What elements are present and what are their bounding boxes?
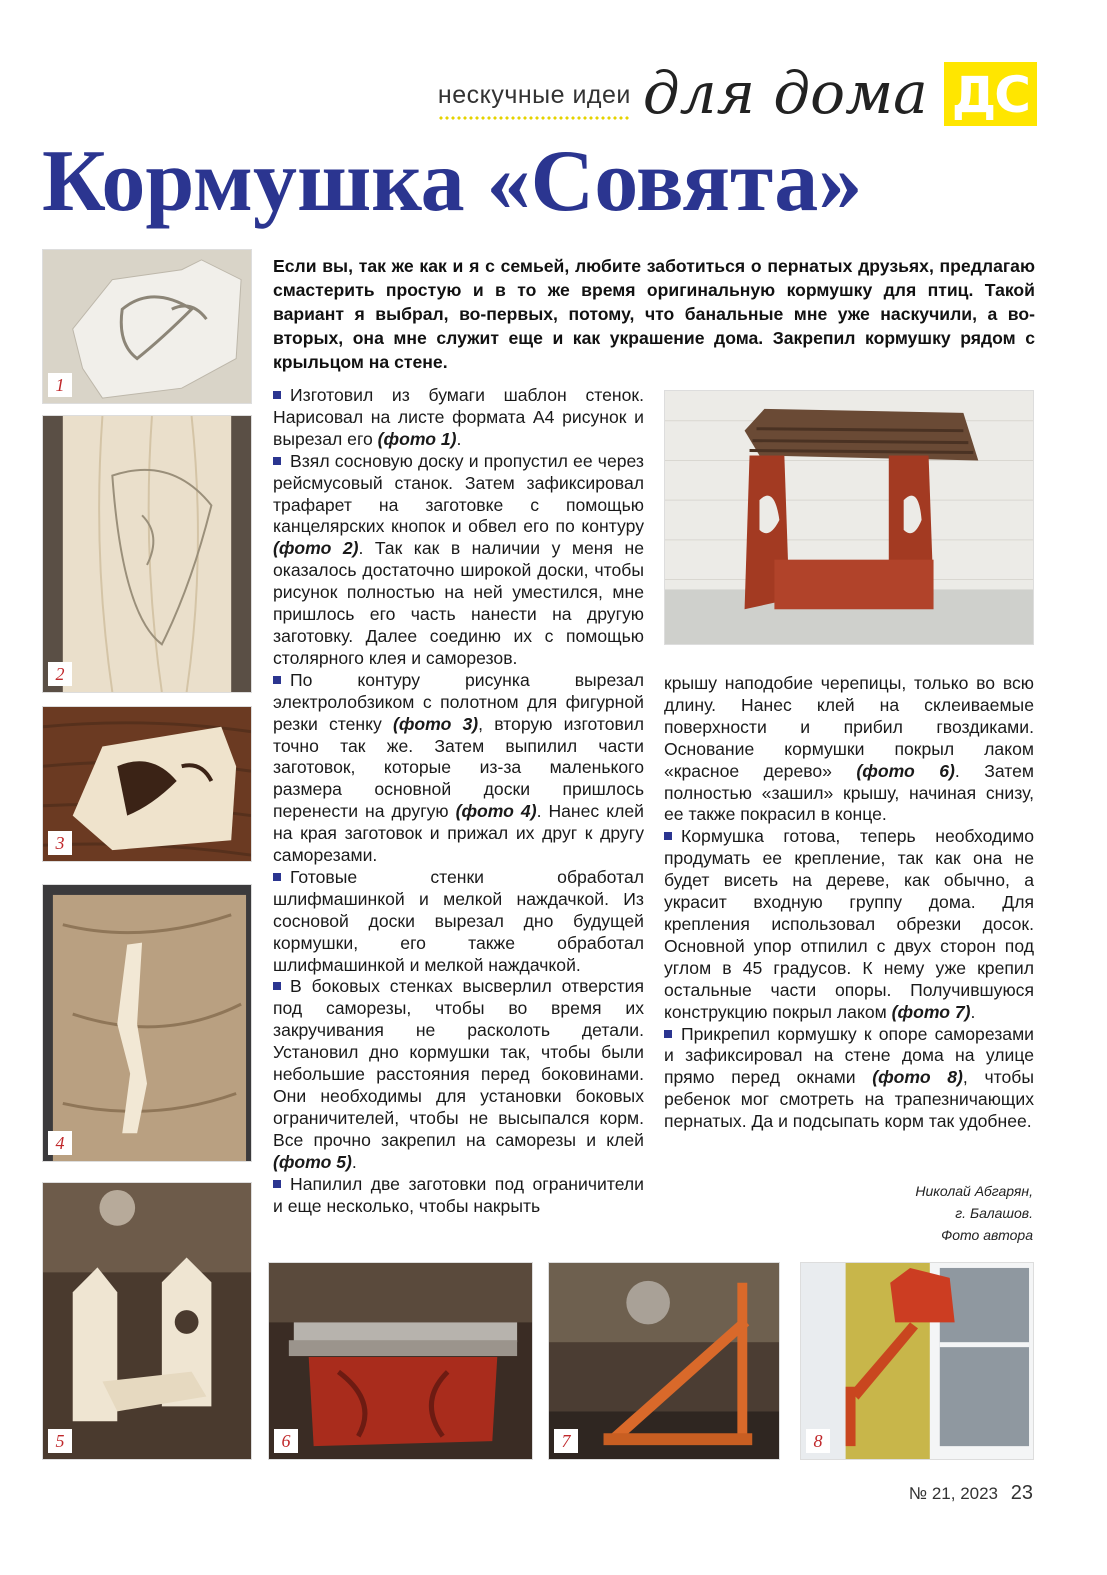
bullet-icon [273,873,281,881]
paragraph: Взял сосновую доску и пропустил ее через рейсмусовый станок. Затем зафиксировал трафарет на заготовке с помощью канцелярских кнопок и обвел его по контуру (фото 2). Так как в наличии у меня не оказалось достаточно широкой доски, чтобы рисунок полностью на ней уместился, мне пришлось его часть нанести на другую заготовку. Далее соединю их с помощью столярного клея и саморезов. [273,450,644,668]
paragraph: Напилил две заготовки под ограничители и еще несколько, чтобы накрыть [273,1173,644,1216]
paragraph: Кормушка готова, теперь необходимо продумать ее крепление, так как она не будет висеть на дереве, как обычно, а украсит входную группу дома. Для крепления использовал обрезки досок. Основной упор отпилил с двух сторон под углом в 45 градусов. К нему уже крепил остальные части опоры. Получившуюся конструкцию покрыл лаком (фото 7). [664,826,1034,1022]
bullet-icon [273,391,281,399]
magazine-logo: ДС [944,62,1037,126]
bullet-icon [664,832,672,840]
section-rubric: для дома [642,59,928,127]
photo-4 [42,884,252,1162]
photo-5 [42,1182,252,1460]
bullet-icon [273,676,281,684]
article-title: Кормушка «Совята» [42,133,863,230]
photo-number: 5 [48,1429,72,1453]
article-lead: Если вы, так же как и я с семьей, любите заботиться о пернатых друзьях, предлагаю смастерить простую и в то же время оригинальную кормушку для птиц. Такой вариант я выбрал, во-первых, потому, что банальные мне уже наскучили, а во-вторых, она мне служит еще и как украшение дома. Закрепил кормушку рядом с крыльцом на стене. [273,256,1035,372]
bullet-icon [273,1180,281,1188]
photo-2 [42,415,252,693]
support-bracket-image [549,1263,779,1459]
paragraph: В боковых стенках высверлил отверстия под саморезы, чтобы во время их закручивания не расколоть детали. Установил дно кормушки так, чтобы были небольшие расстояния перед боковинами. Они необходимы для установки боковых ограничителей, чтобы не высыпался корм. Все прочно закрепил на саморезы и клей (фото 5). [273,976,644,1172]
board-piece-image [43,885,251,1161]
mounted-feeder-image [801,1263,1033,1459]
photo-1 [42,249,252,404]
photo-reference: (фото 2) [273,538,359,559]
paragraph: Прикрепил кормушку к опоре саморезами и зафиксировал на стене дома на улице прямо перед окнами (фото 8), чтобы ребенок мог смотреть на трапезничающих пернатых. Да и подсыпать корм так удобнее. [664,1023,1034,1132]
paragraph: Изготовил из бумаги шаблон стенок. Нарисовал на листе формата А4 рисунок и вырезал его (фото 1). [273,385,644,449]
text-column-1 [273,385,644,1217]
photo-reference: (фото 8) [872,1067,963,1088]
photo-number: 6 [274,1429,298,1453]
finished-feeder-image [665,391,1033,644]
section-tag: нескучные идеи [438,81,631,132]
paper-template-image [43,250,251,403]
photo-number: 4 [48,1131,72,1155]
paragraph: По контуру рисунка вырезал электролобзиком с полотном для фигурной резки стенку (фото 3), вторую изготовил точно так же. Затем выпилил части заготовок, которые из-за маленького размера основной доски пришлось перенести на другую (фото 4). Нанес клей на края заготовок и прижал их друг к другу саморезами. [273,669,644,866]
photo-number: 8 [806,1429,830,1453]
bullet-icon [273,457,281,465]
photo-7 [548,1262,780,1460]
photo-6 [268,1262,533,1460]
bullet-icon [664,1030,672,1038]
painted-base-image [269,1263,532,1459]
photo-finished-feeder [664,390,1034,645]
author-city: г. Балашов. [955,1205,1033,1221]
page-footer [909,1482,1033,1505]
page-number: 23 [1010,1482,1033,1504]
pine-board-image [43,416,251,692]
text-column-2 [664,673,1034,1133]
assembled-feeder-image [43,1183,251,1459]
issue-number: № 21, 2023 [908,1484,999,1503]
photo-reference: (фото 4) [455,801,537,822]
cut-wall-image [43,707,251,861]
photo-reference: (фото 5) [273,1151,352,1172]
photo-8 [800,1262,1034,1460]
photo-credit: Фото автора [941,1227,1033,1243]
photo-3 [42,706,252,862]
photo-number: 3 [48,831,72,855]
bullet-icon [273,982,281,990]
paragraph: Готовые стенки обработал шлифмашинкой и мелкой наждачкой. Из сосновой доски вырезал дно будущей кормушки, его также обработал шлифмашинкой и мелкой наждачкой. [273,866,644,975]
photo-reference: (фото 6) [856,760,955,781]
paragraph: крышу наподобие черепицы, только во всю длину. Нанес клей на склеиваемые поверхности и прибил гвоздиками. Основание кормушки покрыл лаком «красное дерево» (фото 6). Затем полностью «зашил» крышу, начиная снизу, ее также покрасил в конце. [664,673,1034,825]
photo-number: 7 [554,1429,578,1453]
photo-number: 1 [48,373,72,397]
author-credit [773,1180,1033,1246]
photo-reference: (фото 1) [377,428,457,449]
photo-number: 2 [48,662,72,686]
photo-reference: (фото 3) [392,713,479,734]
author-name: Николай Абгарян, [915,1183,1033,1199]
photo-reference: (фото 7) [891,1001,971,1022]
section-header [438,52,1037,132]
